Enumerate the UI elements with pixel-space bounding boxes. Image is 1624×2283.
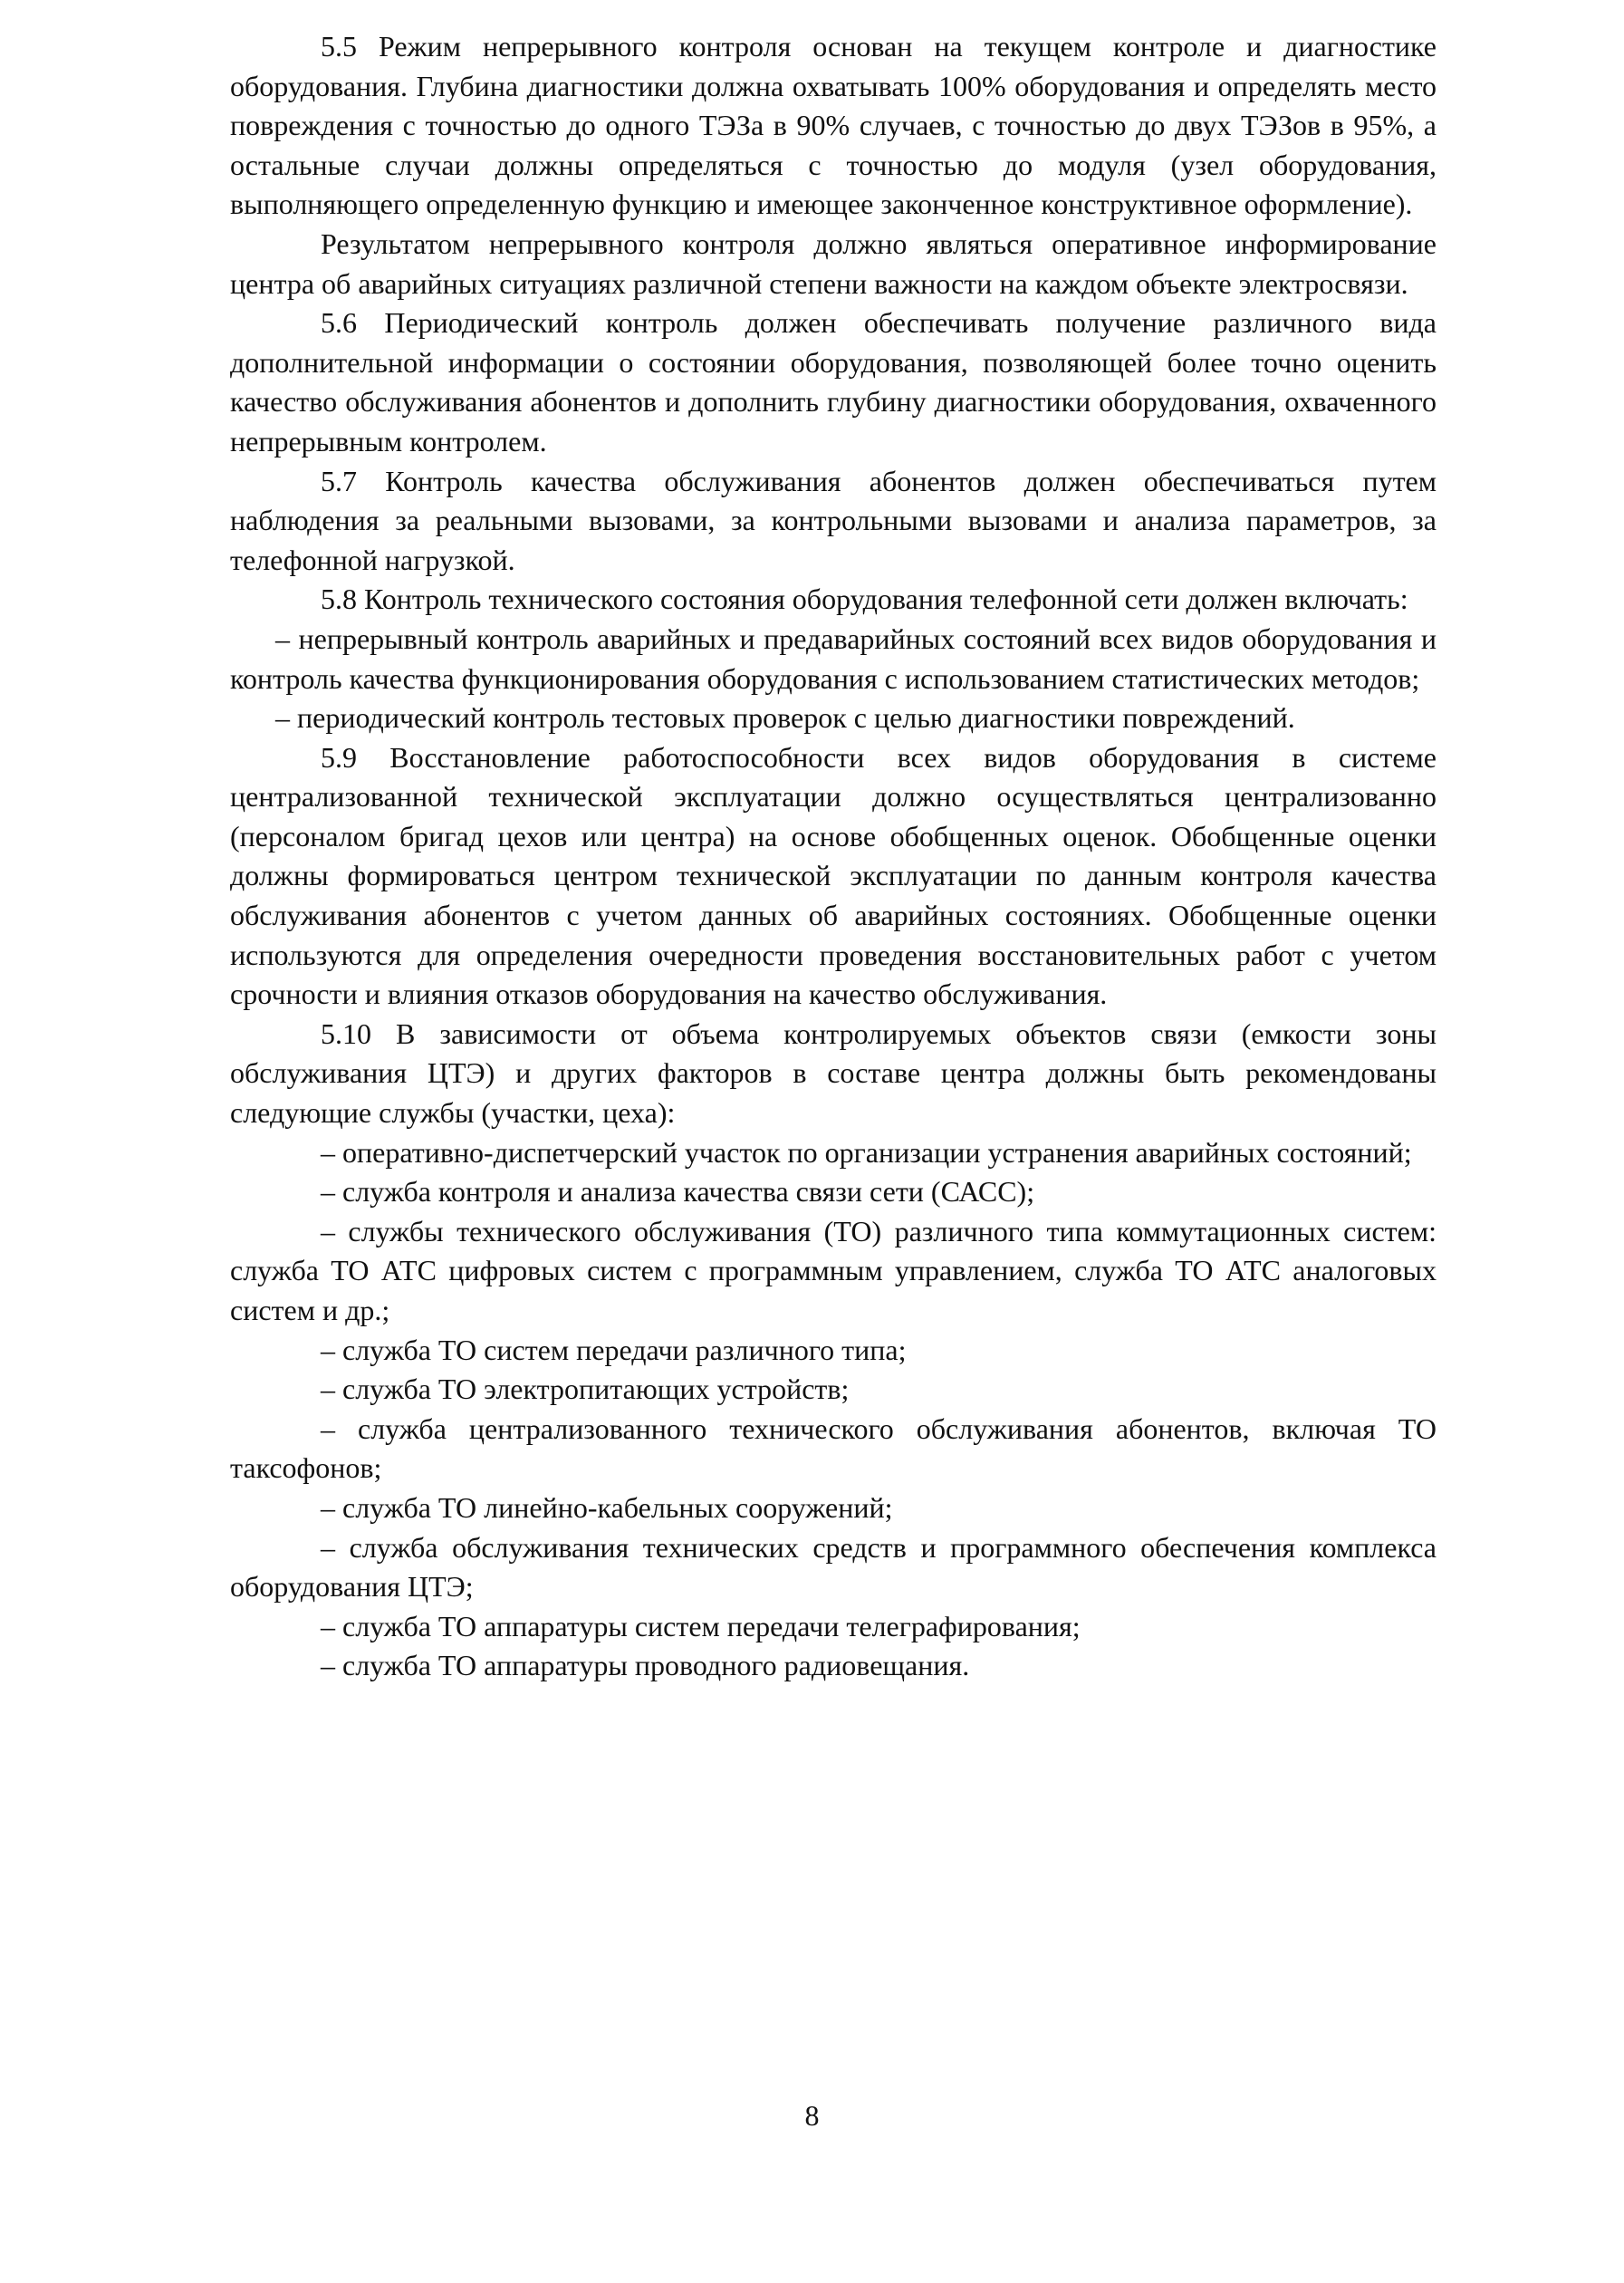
service-item-power: – служба ТО электропитающих устройств; [321,1373,850,1406]
service-item-dispatch: – оперативно-диспетчерский участок по организации устранения аварийных состояний; [321,1135,1412,1169]
page-number: 8 [804,2099,820,2132]
list-item-5-8-periodic: – периодический контроль тестовых проверок с целью диагностики повреждений. [275,701,1295,735]
service-item-subscribers: – служба централизованного технического обслуживания абонентов, включая ТО таксофонов; [230,1411,1437,1485]
document-body [230,27,1437,1686]
paragraph-5-10: 5.10 В зависимости от объема контролируемых объектов связи (емкости зоны обслуживания ЦТЭ) и других факторов в составе центра должны быть рекомендованы следующие службы (участки, цеха): [230,1016,1437,1130]
service-item-telegraph: – служба ТО аппаратуры систем передачи телеграфирования; [321,1609,1081,1642]
paragraph-5-7: 5.7 Контроль качества обслуживания абонентов должен обеспечиваться путем наблюдения за реальными вызовами, за контрольными вызовами и анализа параметров, за телефонной нагрузкой. [230,464,1437,576]
service-item-radio: – служба ТО аппаратуры проводного радиовещания. [321,1649,970,1682]
list-item-5-8-continuous: – непрерывный контроль аварийных и предаварийных состояний всех видов оборудования и контроль качества функционирования оборудования с использованием статистических методов; [230,621,1437,695]
paragraph-5-5: 5.5 Режим непрерывного контроля основан на текущем контроле и диагностике оборудования. Глубина диагностики должна охватывать 100% оборудования и определять место повреждения с точностью до одного ТЭЗа в 90% случаев, с точностью до двух ТЭЗов в 95%, а остальные случаи должны определяться с точностью до модуля (узел оборудования, выполняющего определенную функцию и имеющее законченное конструктивное оформление). [230,30,1437,221]
paragraph-5-5-result: Результатом непрерывного контроля должно являться оперативное информирование центра об аварийных ситуациях различной степени важности на каждом объекте электросвязи. [230,226,1437,300]
paragraph-5-9: 5.9 Восстановление работоспособности всех видов оборудования в системе централизованной технической эксплуатации должно осуществляться централизованно (персоналом бригад цехов или центра) на основе обобщенных оценок. Обобщенные оценки должны формироваться центром технической эксплуатации по данным контроля качества обслуживания абонентов с учетом данных об аварийных состояниях. Обобщенные оценки используются для определения очередности проведения восстановительных работ с учетом срочности и влияния отказов оборудования на качество обслуживания. [230,740,1437,1011]
service-item-transmission: – служба ТО систем передачи различного типа; [321,1333,907,1366]
service-item-software: – служба обслуживания технических средств и программного обеспечения комплекса оборудования ЦТЭ; [230,1530,1437,1604]
service-item-cable: – служба ТО линейно-кабельных сооружений; [321,1490,893,1524]
service-item-sass: – служба контроля и анализа качества связи сети (САСС); [321,1175,1035,1209]
paragraph-5-8: 5.8 Контроль технического состояния оборудования телефонной сети должен включать: [321,583,1408,616]
paragraph-5-6: 5.6 Периодический контроль должен обеспечивать получение различного вида дополнительной информации о состоянии оборудования, позволяющей более точно оценить качество обслуживания абонентов и дополнить глубину диагностики оборудования, охваченного непрерывным контролем. [230,306,1437,458]
service-item-switching: – службы технического обслуживания (ТО) различного типа коммутационных систем: служба ТО АТС цифровых систем с программным управлением, служба ТО АТС аналоговых систем и др.; [230,1214,1437,1326]
